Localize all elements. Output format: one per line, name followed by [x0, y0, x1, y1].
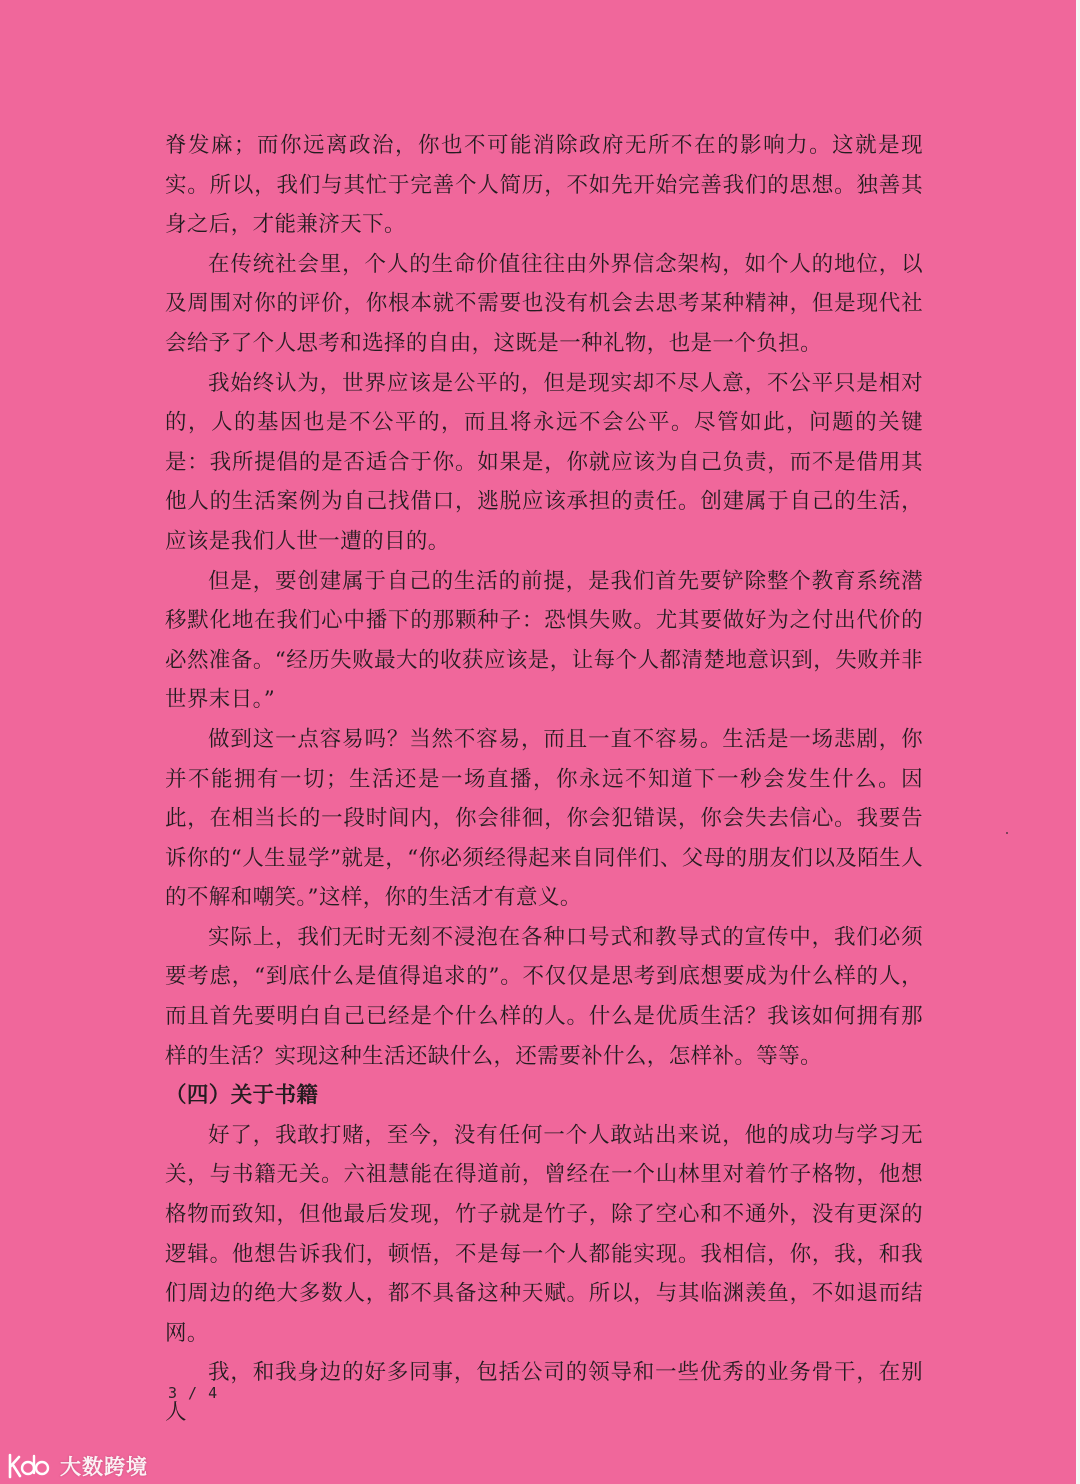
watermark — [6, 1448, 148, 1484]
page-number: 3 / 4 — [168, 1384, 219, 1402]
paragraph-fairness: 我始终认为，世界应该是公平的，但是现实却不尽人意，不公平只是相对的，人的基因也是不公平的，而且将永远不会公平。尽管如此，问题的关键是：我所提倡的是否适合于你。如果是，你就应该为自己负责，而不是借用其他人的生活案例为自己找借口，逃脱应该承担的责任。创建属于自己的生活，应该是我们人世一遭的目的。 — [165, 370, 923, 554]
paragraph-fear-of-failure: 但是，要创建属于自己的生活的前提，是我们首先要铲除整个教育系统潜移默化地在我们心中播下的那颗种子：恐惧失败。尤其要做好为之付出代价的必然准备。“经历失败最大的收获应该是，让每个人都清楚地意识到，失败并非世界末日。” — [165, 568, 923, 713]
scan-speck — [1006, 832, 1008, 834]
paragraph-traditional-society: 在传统社会里，个人的生命价值往往由外界信念架构，如个人的地位，以及周围对你的评价，你根本就不需要也没有机会去思考某种精神，但是现代社会给予了个人思考和选择的自由，这既是一种礼物，也是一个负担。 — [165, 251, 923, 356]
paragraph-life-is-tragedy: 做到这一点容易吗？当然不容易，而且一直不容易。生活是一场悲剧，你并不能拥有一切；生活还是一场直播，你永远不知道下一秒会发生什么。因此，在相当长的一段时间内，你会徘徊，你会犯错误，你会失去信心。我要告诉你的“人生显学”就是，“你必须经得起来自同伴们、父母的朋友们以及陌生人的不解和嘲笑。”这样，你的生活才有意义。 — [165, 726, 923, 911]
watermark-text: 大数跨境 — [60, 1455, 148, 1479]
page-edge — [1076, 0, 1078, 1484]
paragraph-what-to-pursue: 实际上，我们无时无刻不浸泡在各种口号式和教导式的宣传中，我们必须要考虑，“到底什么是值得追求的”。不仅仅是思考到底想要成为什么样的人，而且首先要明白自己已经是个什么样的人。什么是优质生活？我该如何拥有那样的生活？实现这种生活还缺什么，还需要补什么，怎样补。等等。 — [165, 924, 923, 1069]
section-heading-books: （四）关于书籍 — [165, 1083, 319, 1109]
paragraph-colleagues: 我，和我身边的好多同事，包括公司的领导和一些优秀的业务骨干，在别人 — [165, 1360, 923, 1425]
paragraph-books: 好了，我敢打赌，至今，没有任何一个人敢站出来说，他的成功与学习无关，与书籍无关。六祖慧能在得道前，曾经在一个山林里对着竹子格物，他想格物而致知，但他最后发现，竹子就是竹子，除了空心和不通外，没有更深的逻辑。他想告诉我们，顿悟，不是每一个人都能实现。我相信，你，我，和我们周边的绝大多数人，都不具备这种天赋。所以，与其临渊羡鱼，不如退而结网。 — [165, 1122, 923, 1346]
document-body — [165, 126, 923, 1433]
paragraph-continued: 脊发麻；而你远离政治，你也不可能消除政府无所不在的影响力。这就是现实。所以，我们与其忙于完善个人简历，不如先开始完善我们的思想。独善其身之后，才能兼济天下。 — [165, 133, 923, 238]
kdo-logo-icon — [6, 1452, 54, 1480]
